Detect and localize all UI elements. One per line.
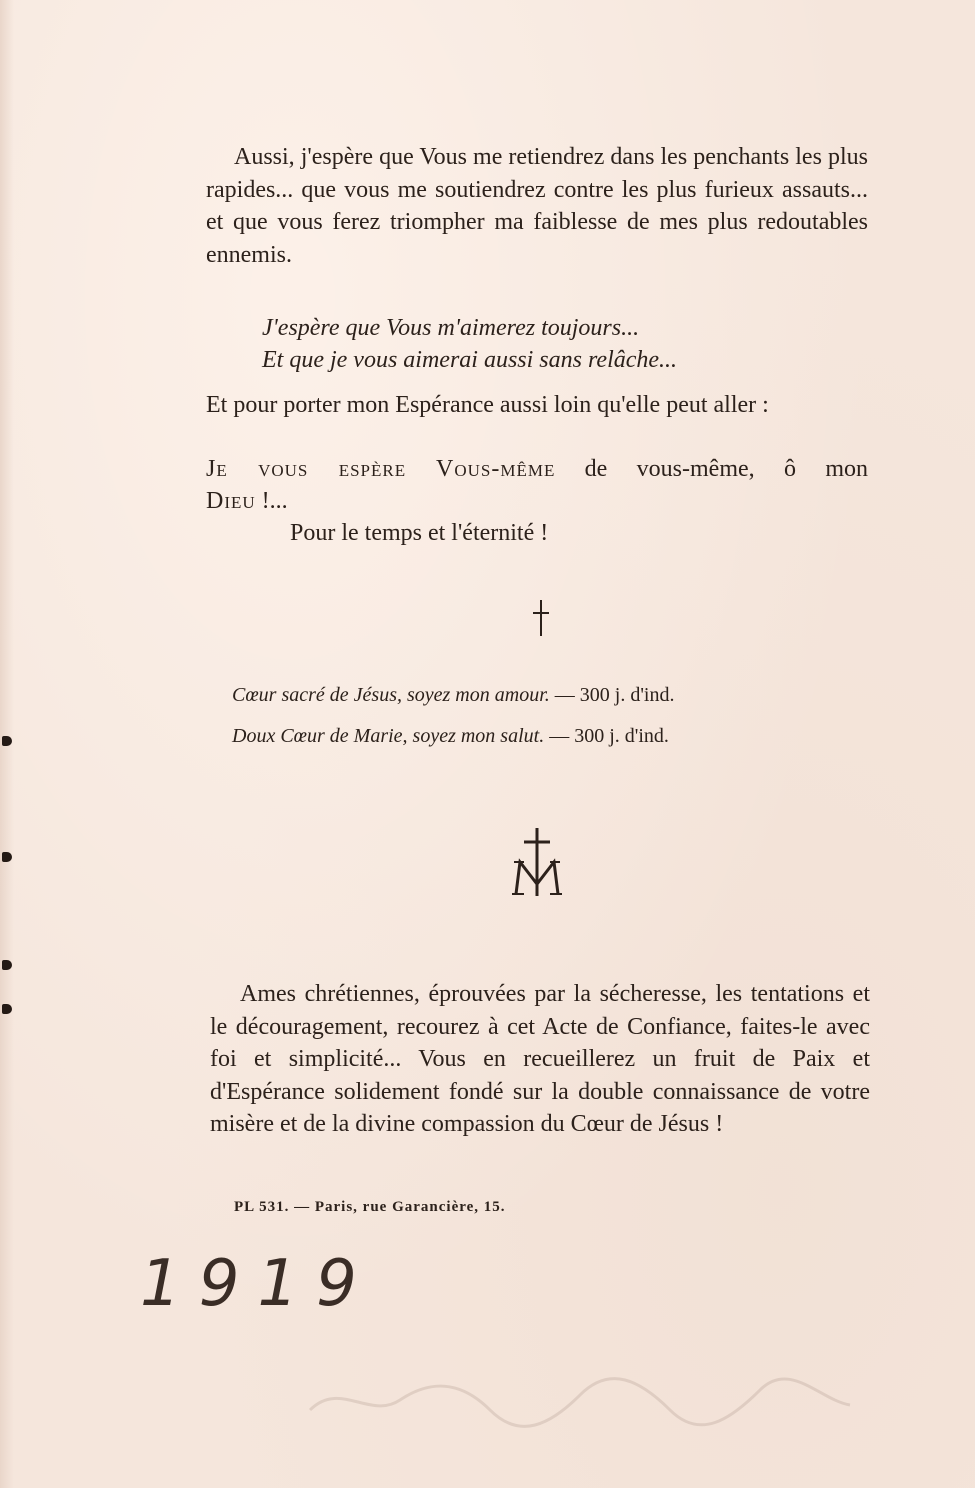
- indulgence-prayer-1: Cœur sacré de Jésus, soyez mon amour.: [232, 684, 550, 706]
- edge-spot: [2, 960, 12, 970]
- indulgence-prayer-2: Doux Cœur de Marie, soyez mon salut.: [232, 725, 545, 747]
- paragraph-hope-in-god-end: [206, 485, 288, 517]
- indulgence-days-2: — 300 j. d'ind.: [544, 725, 669, 747]
- marian-monogram-icon: [510, 826, 564, 898]
- paragraph-carry-hope: Et pour porter mon Espérance aussi loin qu'elle peut aller :: [206, 392, 769, 418]
- small-caps-phrase: Je vous espère Vous-même: [206, 456, 556, 482]
- dieu-tail: !...: [255, 488, 288, 514]
- verse-line-2: Et que je vous aimerai aussi sans relâche...: [262, 347, 678, 373]
- verse-line-1: J'espère que Vous m'aimerez toujours...: [262, 315, 640, 341]
- paragraph-hope-in-god: [206, 453, 868, 485]
- paragraph-hope: Aussi, j'espère que Vous me retiendrez dans les penchants les plus rapides... que vous me soutiendrez contre les plus furieux assauts... et que vous ferez triompher ma faiblesse de mes plus redoutables ennemis.: [206, 144, 868, 268]
- cross-icon: [531, 600, 551, 636]
- paragraph-eternity: Pour le temps et l'éternité !: [290, 520, 549, 546]
- edge-spot: [2, 736, 12, 746]
- handwritten-year: 1919: [140, 1247, 375, 1321]
- indulgence-days-1: — 300 j. d'ind.: [549, 684, 675, 706]
- dieu-word: Dieu: [206, 488, 256, 514]
- edge-spot: [2, 1004, 12, 1014]
- paragraph-christian-souls: Ames chrétiennes, éprouvées par la sécheresse, les tentations et le découragement, recourez à cet Acte de Confiance, faites-le avec foi et simplicité... Vous en recueillerez un fruit de Paix et d'Espérance solidement fondé sur la double connaissance de votre misère et de la divine compassion du Cœur de Jésus !: [210, 981, 870, 1137]
- edge-spot: [2, 852, 12, 862]
- indulgence-line-1: [232, 681, 674, 709]
- indulgence-line-2: [232, 722, 669, 750]
- faded-handwriting-trace: [300, 1370, 860, 1430]
- printer-imprint: PL 531. — Paris, rue Garancière, 15.: [234, 1199, 506, 1215]
- phrase-rest: de vous-même, ô mon: [555, 456, 869, 482]
